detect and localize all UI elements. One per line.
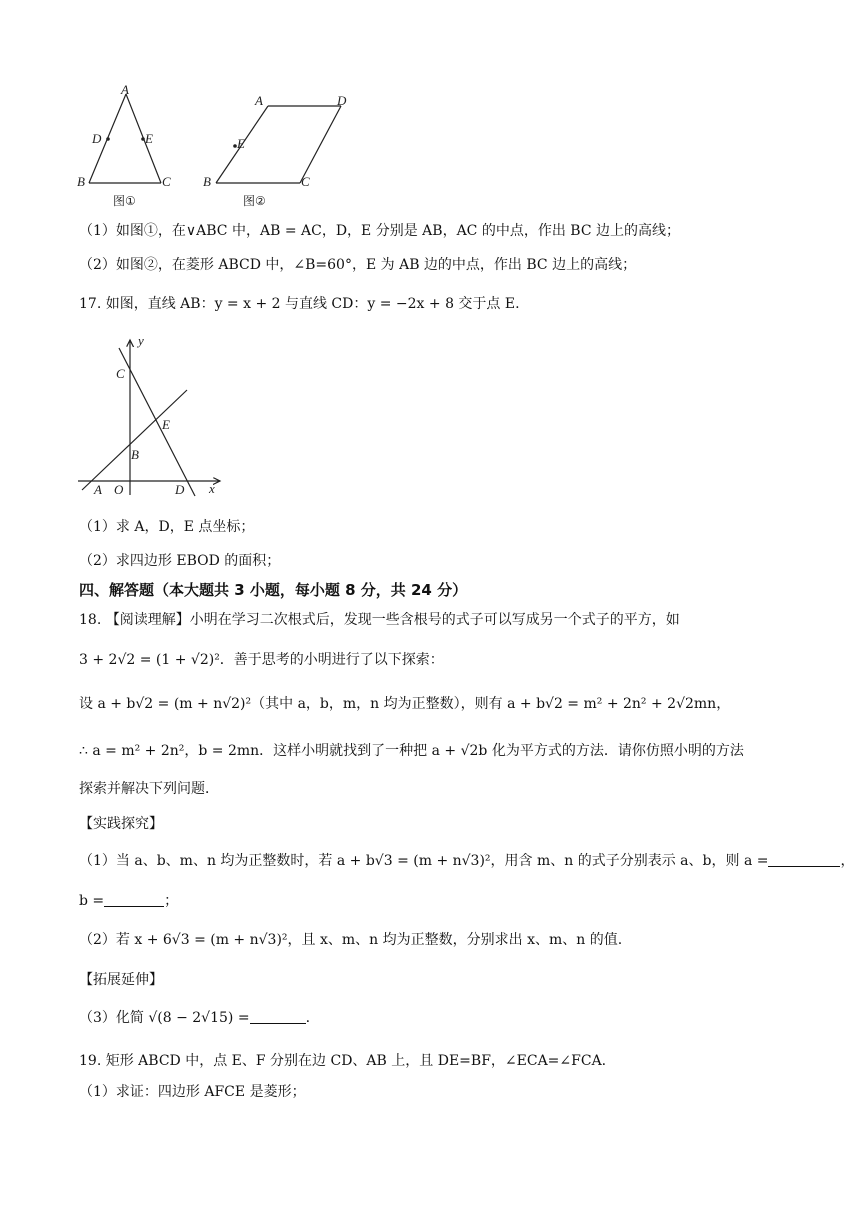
q18-part-2: （2）若 x + 6√3 = (m + n√3)²，且 x、m、n 均为正整数，分别求出 x、m、n 的值. bbox=[79, 932, 623, 948]
q18-line-5: 探索并解决下列问题． bbox=[79, 781, 219, 797]
svg-text:D: D bbox=[175, 482, 185, 497]
figure-2-rhombus bbox=[200, 90, 360, 215]
q18-part-1b-text: b = bbox=[79, 893, 105, 909]
svg-text:E: E bbox=[145, 131, 153, 146]
svg-text:B: B bbox=[203, 174, 211, 189]
q18-part-1a-text: （1）当 a、b、m、n 均为正整数时，若 a + b√3 = (m + n√3)²，用含 m、n 的式子分别表示 a、b，则 a = bbox=[79, 853, 769, 869]
q18-part-1b: b = ； bbox=[79, 893, 179, 909]
figure-1-triangle bbox=[72, 82, 192, 212]
q17-coordinate-graph bbox=[74, 330, 234, 505]
svg-text:O: O bbox=[114, 482, 124, 497]
q18-line-1: 18. 【阅读理解】小明在学习二次根式后，发现一些含根号的式子可以写成另一个式子的平方，如 bbox=[79, 612, 680, 628]
q18-practice-heading: 【实践探究】 bbox=[79, 816, 163, 832]
svg-text:B: B bbox=[131, 447, 139, 462]
q16-part-2: （2）如图②，在菱形 ABCD 中，∠B=60°，E 为 AB 边的中点，作出 BC 边上的高线； bbox=[79, 257, 637, 273]
svg-text:D: D bbox=[337, 93, 347, 108]
q18-extend-heading: 【拓展延伸】 bbox=[79, 972, 163, 988]
q17-part-2: （2）求四边形 EBOD 的面积； bbox=[79, 553, 281, 569]
q18-part-3-text: （3）化简 √(8 − 2√15) = bbox=[79, 1010, 250, 1026]
svg-text:A: A bbox=[94, 482, 102, 497]
q16-part-1: （1）如图①，在∨ABC 中，AB = AC，D，E 分别是 AB，AC 的中点，作出 BC 边上的高线； bbox=[79, 223, 681, 239]
q18-line-2: 3 + 2√2 = (1 + √2)²．善于思考的小明进行了以下探索： bbox=[79, 652, 444, 668]
q18-part-3: （3）化简 √(8 − 2√15) = . bbox=[79, 1010, 311, 1026]
svg-text:C: C bbox=[162, 174, 171, 189]
figure-2-caption: 图② bbox=[243, 194, 266, 208]
section-4-heading: 四、解答题（本大题共 3 小题，每小题 8 分，共 24 分） bbox=[79, 581, 468, 599]
svg-text:C: C bbox=[301, 174, 310, 189]
svg-text:C: C bbox=[116, 366, 125, 381]
q17-stem: 17. 如图，直线 AB：y = x + 2 与直线 CD：y = −2x + 8 交于点 E. bbox=[79, 296, 520, 312]
axis-x-label: x bbox=[209, 481, 215, 496]
q17-part-1: （1）求 A，D，E 点坐标； bbox=[79, 519, 255, 535]
svg-text:B: B bbox=[77, 174, 85, 189]
q18-line-3: 设 a + b√2 = (m + n√2)²（其中 a，b，m，n 均为正整数），则有 a + b√2 = m² + 2n² + 2√2mn， bbox=[79, 696, 731, 712]
q18-part-1a: （1）当 a、b、m、n 均为正整数时，若 a + b√3 = (m + n√3)²，用含 m、n 的式子分别表示 a、b，则 a = ， bbox=[79, 853, 855, 869]
q19-part-1: （1）求证：四边形 AFCE 是菱形； bbox=[79, 1084, 306, 1100]
svg-text:D: D bbox=[92, 131, 102, 146]
figure-1-caption: 图① bbox=[113, 194, 136, 208]
q18-line-4: ∴ a = m² + 2n²，b = 2mn．这样小明就找到了一种把 a + √2b 化为平方式的方法．请你仿照小明的方法 bbox=[79, 743, 744, 759]
svg-text:A: A bbox=[255, 93, 263, 108]
q19-stem: 19. 矩形 ABCD 中，点 E、F 分别在边 CD、AB 上，且 DE=BF，∠ECA=∠FCA. bbox=[79, 1053, 607, 1069]
svg-text:E: E bbox=[162, 417, 170, 432]
axis-y-label: y bbox=[138, 333, 144, 348]
svg-text:A: A bbox=[121, 82, 129, 97]
svg-text:E: E bbox=[237, 136, 245, 151]
